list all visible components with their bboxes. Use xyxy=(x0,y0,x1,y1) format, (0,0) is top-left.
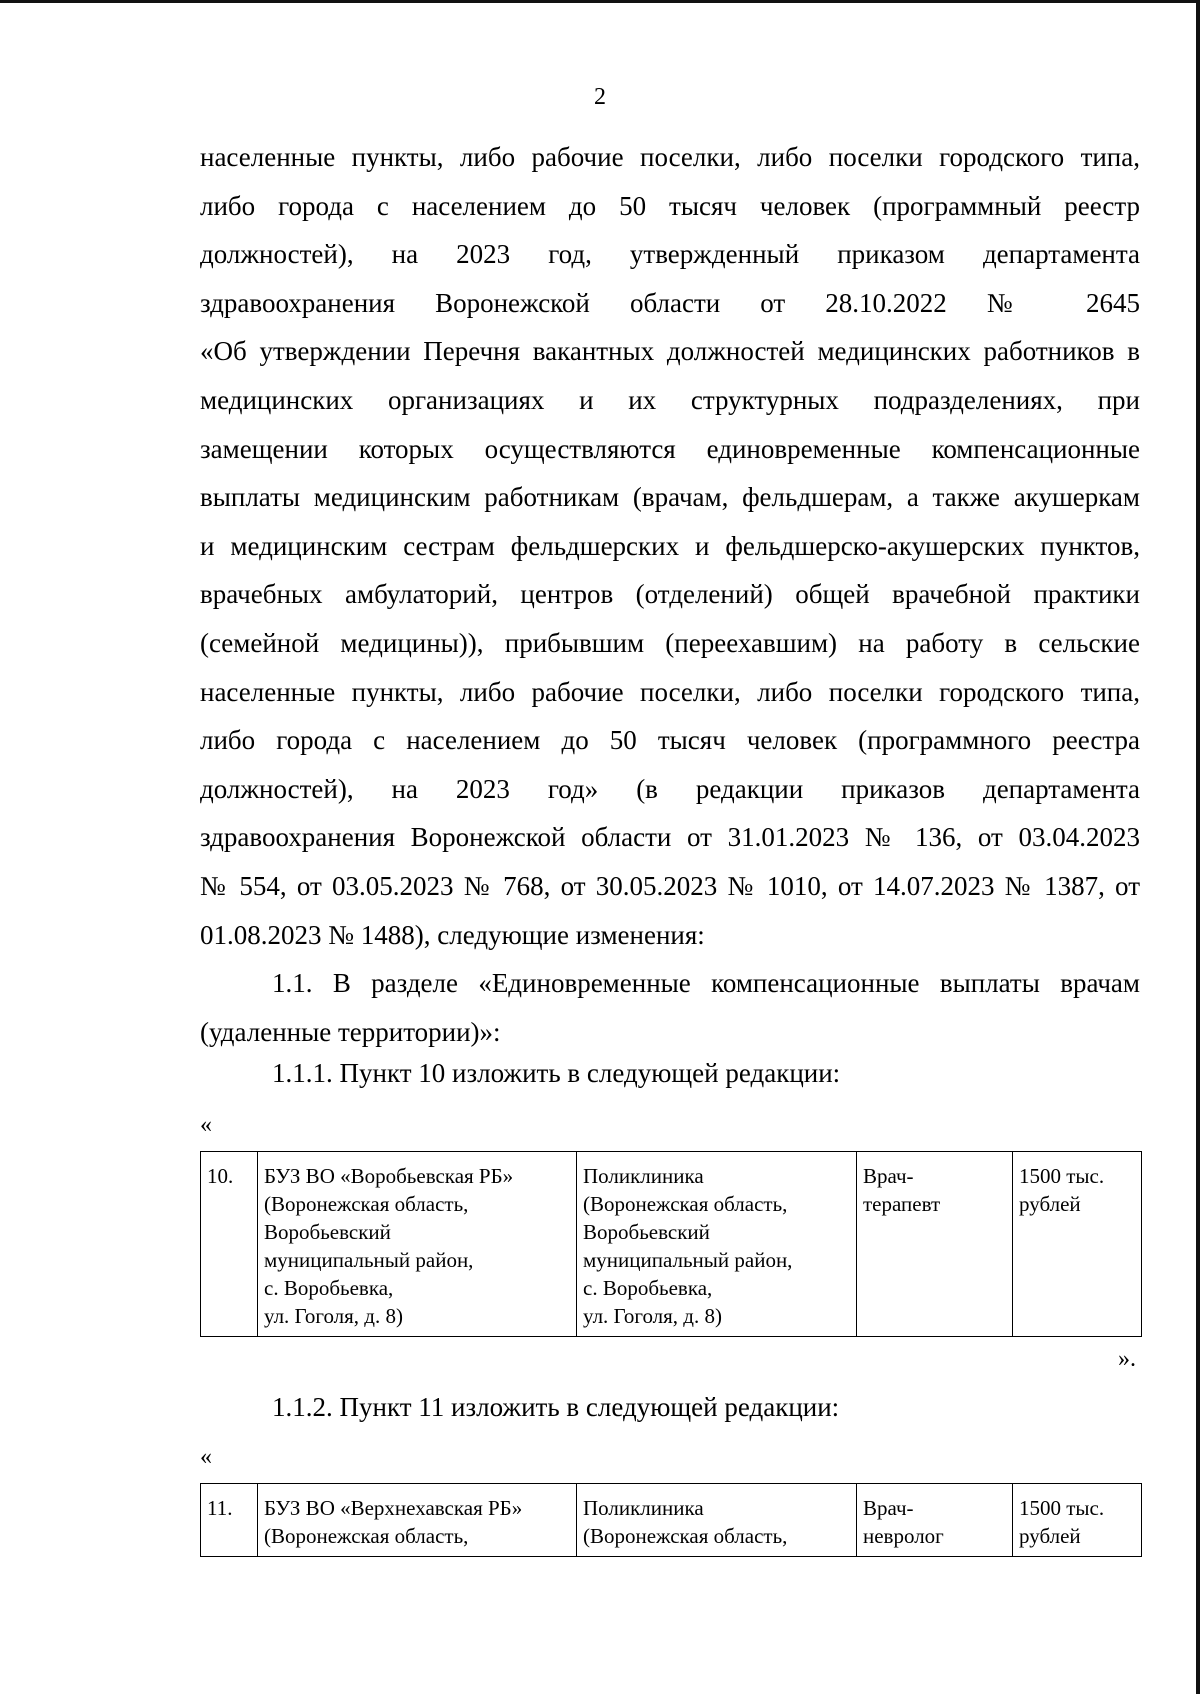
cell-text: (Воронежская область, xyxy=(583,1524,788,1548)
cell-text: (Воронежская область, xyxy=(583,1192,788,1216)
row-number-cell xyxy=(201,1484,258,1557)
cell-text: БУЗ ВО «Воробьевская РБ» xyxy=(264,1164,514,1188)
open-quote-2: « xyxy=(200,1444,212,1470)
close-quote-1: ». xyxy=(1118,1346,1136,1372)
cell-text: Врач- xyxy=(863,1164,914,1188)
paragraph-line: должностей), на 2023 год» (в редакции приказов департамента xyxy=(200,773,1140,804)
replacement-table-item-11 xyxy=(200,1483,1142,1557)
cell-text: ул. Гоголя, д. 8) xyxy=(264,1304,403,1328)
cell-text: Врач- xyxy=(863,1496,914,1520)
subdivision-cell xyxy=(577,1152,857,1337)
cell-text: рублей xyxy=(1019,1192,1081,1216)
cell-text: (Воронежская область, xyxy=(264,1524,469,1548)
replacement-table-item-10 xyxy=(200,1151,1142,1337)
paragraph-line: либо города с населением до 50 тысяч человек (программный реестр xyxy=(200,190,1140,221)
paragraph-line: замещении которых осуществляются единовременные компенсационные xyxy=(200,433,1140,464)
paragraph-line: населенные пункты, либо рабочие поселки, либо поселки городского типа, xyxy=(200,142,1140,172)
position-cell xyxy=(857,1152,1013,1337)
item-1-1-1-heading: 1.1.1. Пункт 10 изложить в следующей редакции: xyxy=(272,1058,841,1088)
row-number: 10. xyxy=(207,1164,234,1188)
cell-text: муниципальный район, xyxy=(583,1248,793,1272)
table-row xyxy=(201,1484,1142,1557)
amount-cell xyxy=(1013,1152,1142,1337)
subdivision-cell xyxy=(577,1484,857,1557)
row-number-cell xyxy=(201,1152,258,1337)
open-quote-1: « xyxy=(200,1112,212,1138)
section-heading-line: 1.1. В разделе «Единовременные компенсационные выплаты врачам xyxy=(272,968,1140,999)
paragraph-line: населенные пункты, либо рабочие поселки, либо поселки городского типа, xyxy=(200,676,1140,707)
cell-text: 1500 тыс. xyxy=(1019,1496,1105,1520)
cell-text: Воробьевский xyxy=(583,1220,710,1244)
cell-text: БУЗ ВО «Верхнехавская РБ» xyxy=(264,1496,523,1520)
cell-text: с. Воробьевка, xyxy=(264,1276,394,1300)
paragraph-line: здравоохранения Воронежской области от 31.01.2023 № 136, от 03.04.2023 xyxy=(200,822,1140,853)
cell-text: невролог xyxy=(863,1524,944,1548)
paragraph-line: (семейной медицины)), прибывшим (переехавшим) на работу в сельские xyxy=(200,627,1140,658)
cell-text: Поликлиника xyxy=(583,1164,704,1188)
cell-text: терапевт xyxy=(863,1192,941,1216)
cell-text: муниципальный район, xyxy=(264,1248,474,1272)
cell-text: с. Воробьевка, xyxy=(583,1276,713,1300)
main-paragraph xyxy=(200,133,1140,1056)
cell-text: Поликлиника xyxy=(583,1496,704,1520)
paragraph-line: врачебных амбулаторий, центров (отделений) общей врачебной практики xyxy=(200,579,1140,610)
item-1-1-2-heading: 1.1.2. Пункт 11 изложить в следующей редакции: xyxy=(272,1392,840,1422)
paragraph-line: № 554, от 03.05.2023 № 768, от 30.05.2023 № 1010, от 14.07.2023 № 1387, от xyxy=(200,870,1140,901)
paragraph-line: выплаты медицинским работникам (врачам, фельдшерам, а также акушеркам xyxy=(200,482,1140,513)
paragraph-line: медицинских организациях и их структурных подразделениях, при xyxy=(200,384,1140,415)
section-heading-line: (удаленные территории)»: xyxy=(200,1016,501,1047)
table-row xyxy=(201,1152,1142,1337)
cell-text: ул. Гоголя, д. 8) xyxy=(583,1304,722,1328)
page-number: 2 xyxy=(594,84,606,110)
cell-text: (Воронежская область, xyxy=(264,1192,469,1216)
paragraph-line: здравоохранения Воронежской области от 28.10.2022 № 2645 xyxy=(200,287,1140,318)
paragraph-line: 01.08.2023 № 1488), следующие изменения: xyxy=(200,919,705,950)
cell-text: 1500 тыс. xyxy=(1019,1164,1105,1188)
paragraph-line: и медицинским сестрам фельдшерских и фельдшерско-акушерских пунктов, xyxy=(200,530,1140,561)
amount-cell xyxy=(1013,1484,1142,1557)
position-cell xyxy=(857,1484,1013,1557)
paragraph-line: либо города с населением до 50 тысяч человек (программного реестра xyxy=(200,725,1140,756)
paragraph-line: должностей), на 2023 год, утвержденный приказом департамента xyxy=(200,239,1140,270)
organization-cell xyxy=(258,1484,577,1557)
cell-text: Воробьевский xyxy=(264,1220,391,1244)
organization-cell xyxy=(258,1152,577,1337)
cell-text: рублей xyxy=(1019,1524,1081,1548)
row-number: 11. xyxy=(207,1496,233,1520)
paragraph-line: «Об утверждении Перечня вакантных должностей медицинских работников в xyxy=(200,336,1140,367)
